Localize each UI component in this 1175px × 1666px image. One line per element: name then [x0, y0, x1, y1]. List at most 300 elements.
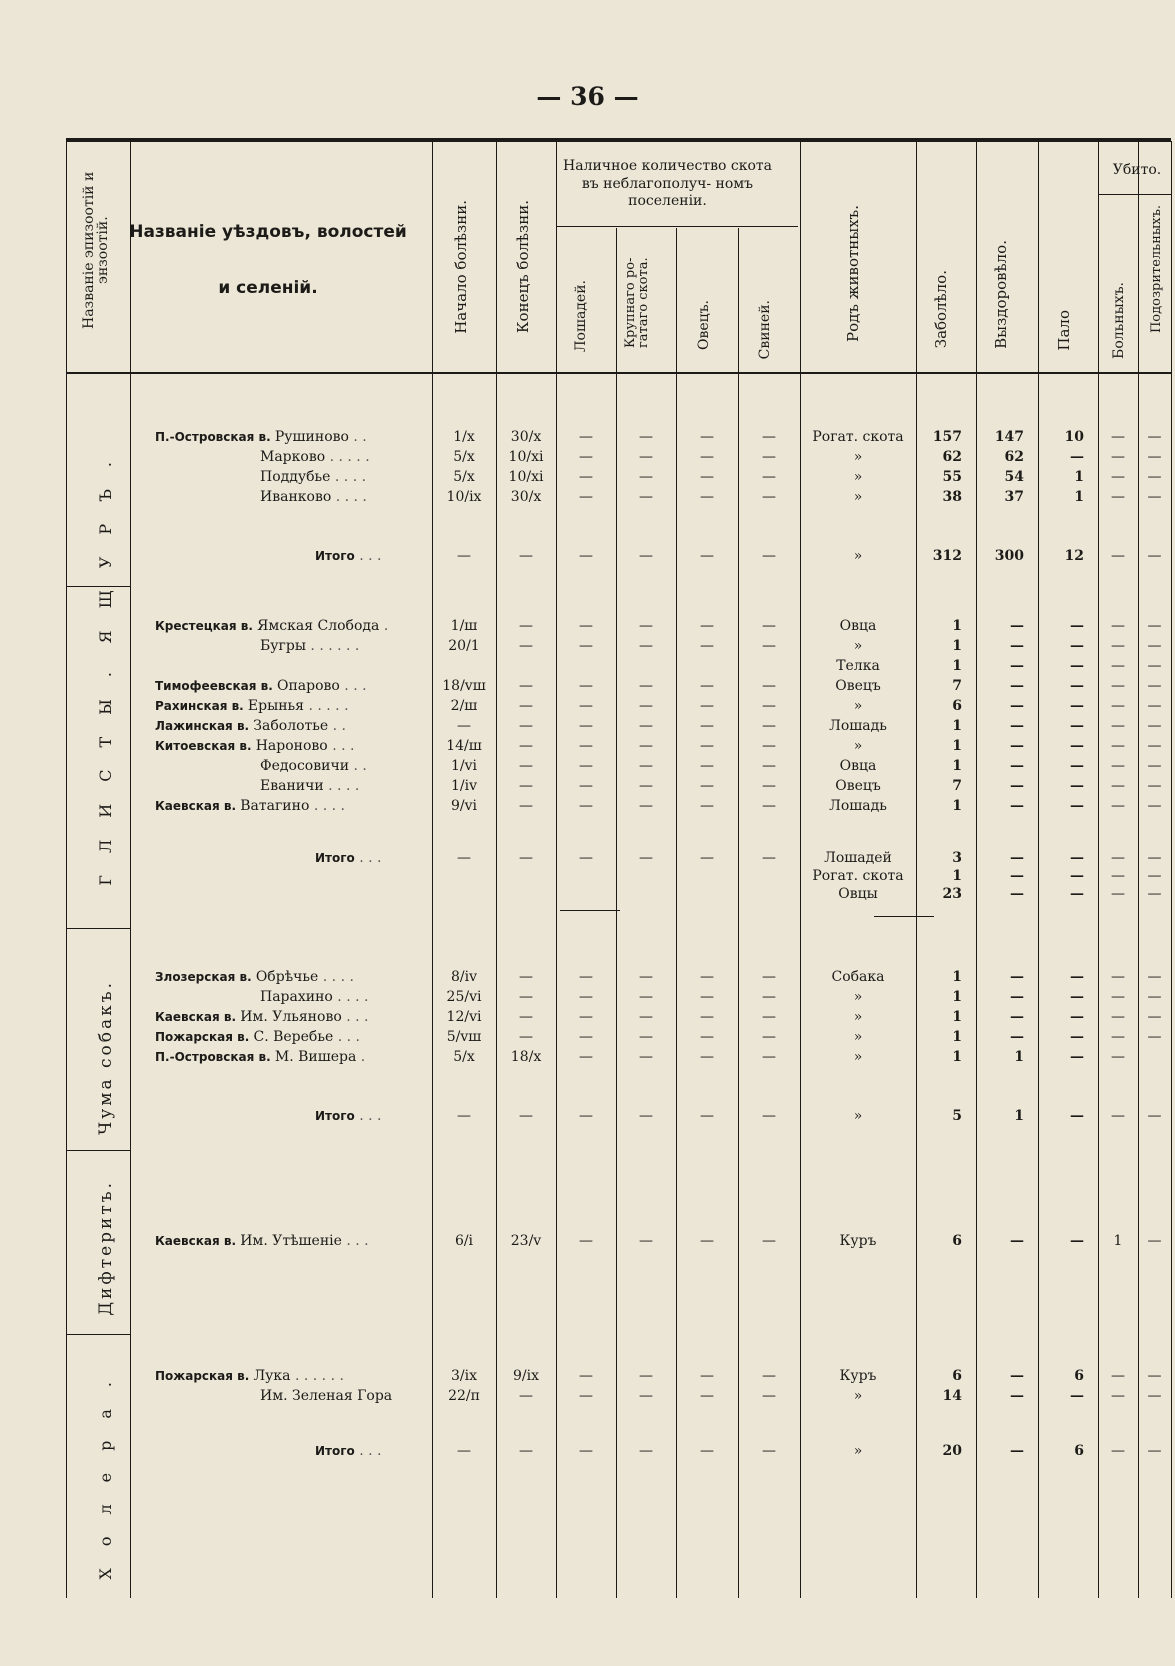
pigs-cell: —: [762, 1049, 776, 1065]
village-name: Иванково: [260, 489, 332, 505]
leader-dots: . . . .: [330, 469, 367, 485]
section-divider: [66, 928, 130, 929]
animal-kind-cell: Овца: [839, 758, 877, 774]
horses-cell: —: [579, 969, 593, 985]
end-cell: —: [519, 1388, 533, 1404]
table-row: [0, 1028, 1175, 1047]
died-cell: —: [1070, 738, 1084, 754]
pigs-cell: —: [762, 698, 776, 714]
disease-label: ГЛИСТЫ.: [96, 650, 115, 886]
volost-name: Рахинская в.: [155, 699, 248, 713]
header-sheep: Овецъ.: [696, 300, 712, 351]
table-row: [0, 617, 1175, 636]
fell-ill-cell: 1: [952, 718, 962, 734]
died-cell: —: [1070, 1009, 1084, 1025]
leader-dots: . . .: [341, 1233, 369, 1249]
start-cell: 5/x: [453, 1049, 475, 1065]
pigs-cell: —: [762, 429, 776, 445]
fell-ill-cell: 1: [952, 798, 962, 814]
village-name: Бугры: [260, 638, 306, 654]
animal-kind-cell: Овецъ: [835, 778, 881, 794]
cattle-cell: —: [639, 638, 653, 654]
killed-suspicious-cell: —: [1147, 1233, 1162, 1249]
leader-dots: . . .: [354, 1443, 382, 1459]
killed-sick-cell: —: [1111, 658, 1125, 674]
cattle-cell: —: [639, 1029, 653, 1045]
place-name: [155, 1367, 430, 1386]
killed-sick-cell: —: [1111, 429, 1125, 445]
place-name: [155, 717, 430, 736]
header-animal-kind: Родъ животныхъ.: [844, 205, 862, 342]
killed-suspicious-cell: —: [1147, 449, 1162, 465]
end-cell: —: [519, 698, 533, 714]
killed-suspicious-cell: —: [1147, 548, 1162, 564]
recovered-cell: —: [1010, 850, 1024, 866]
cattle-cell: —: [639, 449, 653, 465]
animal-kind-cell: Собака: [831, 969, 885, 985]
end-cell: 23/v: [510, 1233, 542, 1249]
pigs-cell: —: [762, 850, 776, 866]
killed-sick-cell: —: [1111, 1443, 1125, 1459]
recovered-cell: —: [1010, 1029, 1024, 1045]
horses-cell: —: [579, 1388, 593, 1404]
header-cattle: Крупнаго ро- гатаго скота.: [623, 257, 651, 348]
table-row: [0, 468, 1175, 487]
table-row: [0, 1048, 1175, 1067]
disease-label: Дифтеритъ.: [96, 1180, 116, 1316]
sheep-cell: —: [700, 1388, 714, 1404]
killed-sick-cell: —: [1111, 1049, 1125, 1065]
fell-ill-cell: 55: [942, 469, 962, 485]
sheep-cell: —: [700, 1368, 714, 1384]
start-cell: —: [457, 850, 471, 866]
sheep-cell: —: [700, 429, 714, 445]
sheep-cell: —: [700, 738, 714, 754]
fell-ill-cell: 20: [942, 1443, 962, 1459]
pigs-cell: —: [762, 638, 776, 654]
died-cell: —: [1070, 778, 1084, 794]
animal-kind-cell: »: [853, 989, 863, 1005]
pigs-cell: —: [762, 969, 776, 985]
pigs-cell: —: [762, 738, 776, 754]
died-cell: —: [1070, 1233, 1084, 1249]
leader-dots: . . . .: [318, 969, 354, 985]
sheep-cell: —: [700, 489, 714, 505]
animal-kind-cell: Телка: [836, 658, 880, 674]
start-cell: 5/x: [453, 449, 475, 465]
header-names-line1: Названіе уѣздовъ, волостей: [129, 222, 407, 242]
end-cell: 18/x: [510, 1049, 542, 1065]
sheep-cell: —: [700, 1049, 714, 1065]
killed-suspicious-cell: —: [1147, 638, 1162, 654]
start-cell: —: [457, 548, 471, 564]
sheep-cell: —: [700, 449, 714, 465]
pigs-cell: —: [762, 1108, 776, 1124]
killed-suspicious-cell: —: [1147, 698, 1162, 714]
end-cell: —: [519, 1443, 533, 1459]
horses-cell: —: [579, 429, 593, 445]
end-cell: 10/xi: [508, 469, 544, 485]
end-cell: —: [519, 758, 533, 774]
header-start: Начало болѣзни.: [452, 200, 470, 334]
start-cell: 10/ix: [446, 489, 482, 505]
fell-ill-cell: 1: [952, 638, 962, 654]
total-row: [0, 1442, 1175, 1461]
recovered-cell: —: [1010, 1368, 1024, 1384]
table-row: [0, 797, 1175, 816]
recovered-cell: —: [1010, 758, 1024, 774]
fell-ill-cell: 7: [952, 778, 962, 794]
start-cell: —: [457, 718, 471, 734]
total-row: [0, 1107, 1175, 1126]
volost-name: Лажинская в.: [155, 719, 254, 733]
killed-suspicious-cell: —: [1147, 1029, 1162, 1045]
cattle-cell: —: [639, 429, 653, 445]
table-row: [0, 737, 1175, 756]
pigs-cell: —: [762, 678, 776, 694]
pigs-cell: —: [762, 548, 776, 564]
animal-kind-cell: »: [853, 738, 863, 754]
leader-dots: .: [356, 1049, 366, 1065]
recovered-cell: —: [1010, 658, 1024, 674]
recovered-cell: —: [1010, 738, 1024, 754]
leader-dots: . .: [328, 718, 346, 734]
died-cell: —: [1070, 989, 1084, 1005]
fell-ill-cell: 6: [952, 1368, 962, 1384]
horses-cell: —: [579, 1233, 593, 1249]
start-cell: 5/x: [453, 469, 475, 485]
disease-label: ЯЩУРЪ.: [96, 440, 115, 644]
killed-sick-cell: —: [1111, 678, 1125, 694]
cattle-cell: —: [639, 1368, 653, 1384]
died-cell: —: [1070, 969, 1084, 985]
village-name: Ерынья: [247, 698, 305, 714]
volost-name: Каевская в.: [155, 1234, 241, 1248]
place-name: [155, 697, 430, 716]
sheep-cell: —: [700, 718, 714, 734]
village-name: Ватагино: [240, 798, 310, 814]
killed-suspicious-cell: —: [1147, 738, 1162, 754]
total-word: Итого: [315, 1109, 355, 1123]
cattle-cell: —: [639, 1049, 653, 1065]
killed-suspicious-cell: —: [1147, 1009, 1162, 1025]
died-cell: —: [1070, 638, 1084, 654]
fell-ill-cell: 23: [942, 886, 962, 902]
place-name: [155, 428, 430, 447]
end-cell: —: [519, 548, 533, 564]
leader-dots: . . . . . .: [305, 638, 360, 654]
top-rule: [66, 138, 1171, 142]
killed-suspicious-cell: —: [1147, 658, 1162, 674]
end-cell: 30/x: [510, 489, 542, 505]
start-cell: 1/ш: [450, 618, 478, 634]
start-cell: 14/ш: [446, 738, 482, 754]
fell-ill-cell: 1: [952, 989, 962, 1005]
header-recovered: Выздоровѣло.: [992, 240, 1010, 349]
village-name: Им. Утѣшеніе: [240, 1233, 342, 1249]
killed-suspicious-cell: —: [1147, 868, 1162, 884]
end-cell: —: [519, 778, 533, 794]
cattle-cell: —: [639, 738, 653, 754]
killed-suspicious-cell: —: [1147, 886, 1162, 902]
end-cell: —: [519, 618, 533, 634]
fell-ill-cell: 1: [952, 658, 962, 674]
animal-kind-cell: Куръ: [839, 1368, 877, 1384]
village-name: Парахино: [260, 989, 333, 1005]
recovered-cell: 300: [994, 548, 1024, 564]
leader-dots: . . .: [327, 738, 355, 754]
recovered-cell: —: [1010, 886, 1024, 902]
killed-suspicious-cell: —: [1147, 1388, 1162, 1404]
recovered-cell: —: [1010, 1233, 1024, 1249]
killed-suspicious-cell: —: [1147, 798, 1162, 814]
sheep-cell: —: [700, 798, 714, 814]
animal-kind-cell: Лошадь: [829, 798, 887, 814]
fell-ill-cell: 1: [952, 868, 962, 884]
horses-cell: —: [579, 698, 593, 714]
fell-ill-cell: 62: [942, 449, 962, 465]
village-name: Им. Ульяново: [240, 1009, 342, 1025]
table-row: [0, 448, 1175, 467]
cattle-cell: —: [639, 969, 653, 985]
killed-suspicious-cell: —: [1147, 1368, 1162, 1384]
sheep-cell: —: [700, 1009, 714, 1025]
place-name: [155, 968, 430, 987]
table-row: [0, 968, 1175, 987]
died-cell: —: [1070, 886, 1084, 902]
animal-kind-cell: »: [853, 548, 863, 564]
cattle-cell: —: [639, 1233, 653, 1249]
fell-ill-cell: 157: [932, 429, 962, 445]
leader-dots: . . . .: [332, 989, 369, 1005]
table-row: [0, 637, 1175, 656]
village-name: Нароново: [255, 738, 328, 754]
leader-dots: . .: [349, 758, 367, 774]
horses-cell: —: [579, 718, 593, 734]
volost-name: Каевская в.: [155, 1010, 241, 1024]
died-cell: 10: [1064, 429, 1084, 445]
cattle-cell: —: [639, 489, 653, 505]
pigs-cell: —: [762, 489, 776, 505]
died-cell: 6: [1074, 1368, 1084, 1384]
killed-sick-cell: —: [1111, 489, 1125, 505]
pigs-cell: —: [762, 1443, 776, 1459]
killed-sick-cell: —: [1111, 618, 1125, 634]
leader-dots: . . . .: [309, 798, 345, 814]
sheep-cell: —: [700, 989, 714, 1005]
leader-dots: . . .: [354, 548, 382, 564]
killed-sick-cell: —: [1111, 1108, 1125, 1124]
recovered-cell: —: [1010, 618, 1024, 634]
header-end: Конецъ болѣзни.: [514, 200, 532, 334]
end-cell: —: [519, 1009, 533, 1025]
cattle-cell: —: [639, 698, 653, 714]
end-cell: —: [519, 969, 533, 985]
horses-cell: —: [579, 469, 593, 485]
animal-kind-cell: »: [853, 1443, 863, 1459]
fell-ill-cell: 1: [952, 738, 962, 754]
pigs-cell: —: [762, 778, 776, 794]
end-cell: 9/ix: [513, 1368, 539, 1384]
table-row: [0, 1387, 1175, 1406]
sheep-cell: —: [700, 1443, 714, 1459]
killed-sick-cell: —: [1111, 798, 1125, 814]
leader-dots: .: [379, 618, 389, 634]
animal-kind-cell: Овцы: [838, 886, 878, 902]
horses-cell: —: [579, 738, 593, 754]
animal-kind-cell: Овецъ: [835, 678, 881, 694]
killed-suspicious-cell: —: [1147, 778, 1162, 794]
header-suspicious: Подозрительныхъ.: [1149, 205, 1164, 334]
volost-name: Каевская в.: [155, 799, 241, 813]
table-row: [0, 1008, 1175, 1027]
recovered-cell: —: [1010, 989, 1024, 1005]
start-cell: 20/1: [448, 638, 480, 654]
village-name: Поддубье: [260, 469, 331, 485]
village-name: Заболотье: [253, 718, 329, 734]
table-row: [0, 777, 1175, 796]
end-cell: —: [519, 989, 533, 1005]
animal-kind-cell: »: [853, 1049, 863, 1065]
pigs-cell: —: [762, 798, 776, 814]
sheep-cell: —: [700, 638, 714, 654]
horses-cell: —: [579, 449, 593, 465]
sum-line: [560, 910, 620, 911]
sheep-cell: —: [700, 778, 714, 794]
end-cell: —: [519, 718, 533, 734]
recovered-cell: —: [1010, 969, 1024, 985]
volost-name: Пожарская в.: [155, 1369, 254, 1383]
animal-kind-cell: »: [853, 449, 863, 465]
end-cell: 30/x: [510, 429, 542, 445]
table-row: [0, 717, 1175, 736]
cattle-cell: —: [639, 469, 653, 485]
horses-cell: —: [579, 758, 593, 774]
end-cell: 10/xi: [508, 449, 544, 465]
pigs-cell: —: [762, 1233, 776, 1249]
leader-dots: . . .: [333, 1029, 360, 1045]
cattle-cell: —: [639, 678, 653, 694]
recovered-cell: —: [1010, 1443, 1024, 1459]
recovered-cell: —: [1010, 778, 1024, 794]
horses-cell: —: [579, 1108, 593, 1124]
start-cell: 8/iv: [450, 969, 477, 985]
recovered-cell: 147: [994, 429, 1024, 445]
table-row: [0, 1232, 1175, 1251]
village-name: Марково: [260, 449, 326, 465]
header-disease: Названіе эпизоотій и энзоотій.: [81, 171, 111, 329]
killed-sick-cell: —: [1111, 718, 1125, 734]
pigs-cell: —: [762, 1029, 776, 1045]
died-cell: 1: [1074, 489, 1084, 505]
recovered-cell: —: [1010, 638, 1024, 654]
recovered-cell: 1: [1014, 1108, 1024, 1124]
sheep-cell: —: [700, 758, 714, 774]
recovered-cell: 1: [1014, 1049, 1024, 1065]
horses-cell: —: [579, 638, 593, 654]
animal-kind-cell: Лошадь: [829, 718, 887, 734]
sheep-cell: —: [700, 618, 714, 634]
header-horses: Лошадей.: [573, 280, 589, 353]
volost-name: Китоевская в.: [155, 739, 256, 753]
killed-suspicious-cell: —: [1147, 678, 1162, 694]
killed-suspicious-cell: —: [1147, 469, 1162, 485]
leader-dots: . . . .: [323, 778, 360, 794]
start-cell: 22/п: [448, 1388, 480, 1404]
volost-name: Пожарская в.: [155, 1030, 254, 1044]
killed-sick-cell: —: [1111, 698, 1125, 714]
recovered-cell: —: [1010, 1388, 1024, 1404]
place-name: [155, 797, 430, 816]
cattle-cell: —: [639, 618, 653, 634]
horses-cell: —: [579, 548, 593, 564]
recovered-cell: 54: [1004, 469, 1024, 485]
killed-suspicious-cell: —: [1147, 618, 1162, 634]
volost-name: Тимофеевская в.: [155, 679, 277, 693]
pigs-cell: —: [762, 1388, 776, 1404]
animal-kind-cell: »: [853, 1009, 863, 1025]
place-name: [155, 1232, 430, 1251]
header-died: Пало: [1055, 310, 1073, 351]
total-row: [0, 867, 1175, 886]
sheep-cell: —: [700, 698, 714, 714]
died-cell: 6: [1074, 1443, 1084, 1459]
disease-label: Холера.: [96, 1360, 115, 1580]
cattle-cell: —: [639, 850, 653, 866]
start-cell: —: [457, 1108, 471, 1124]
village-name: Лука: [253, 1368, 291, 1384]
table-row: [0, 488, 1175, 507]
village-name: С. Веребье: [253, 1029, 334, 1045]
killed-sick-cell: —: [1111, 1388, 1125, 1404]
table-row: [0, 428, 1175, 447]
cattle-cell: —: [639, 1009, 653, 1025]
sheep-cell: —: [700, 548, 714, 564]
total-word: Итого: [315, 549, 355, 563]
leader-dots: . . .: [341, 1009, 369, 1025]
header-killed-group: Убито.: [1112, 162, 1162, 178]
died-cell: —: [1070, 1049, 1084, 1065]
place-name: [155, 1028, 430, 1047]
pigs-cell: —: [762, 718, 776, 734]
place-name: [155, 617, 430, 636]
animal-kind-cell: Рогат. скота: [812, 868, 904, 884]
recovered-cell: 62: [1004, 449, 1024, 465]
sheep-cell: —: [700, 969, 714, 985]
killed-sick-cell: —: [1111, 989, 1125, 1005]
start-cell: 6/i: [454, 1233, 474, 1249]
died-cell: —: [1070, 1029, 1084, 1045]
horses-cell: —: [579, 798, 593, 814]
sheep-cell: —: [700, 1108, 714, 1124]
killed-suspicious-cell: —: [1147, 969, 1162, 985]
killed-sick-cell: —: [1111, 738, 1125, 754]
start-cell: 1/x: [453, 429, 475, 445]
end-cell: —: [519, 850, 533, 866]
disease-label: Чума собакъ.: [96, 980, 116, 1135]
table-row: [0, 757, 1175, 776]
fell-ill-cell: 6: [952, 698, 962, 714]
village-name: Ямская Слобода: [257, 618, 380, 634]
died-cell: —: [1070, 1388, 1084, 1404]
leader-dots: . . . . . .: [290, 1368, 344, 1384]
fell-ill-cell: 1: [952, 1049, 962, 1065]
recovered-cell: —: [1010, 678, 1024, 694]
table-row: [0, 657, 1175, 676]
table-row: [0, 697, 1175, 716]
died-cell: —: [1070, 658, 1084, 674]
killed-sick-cell: —: [1111, 449, 1125, 465]
